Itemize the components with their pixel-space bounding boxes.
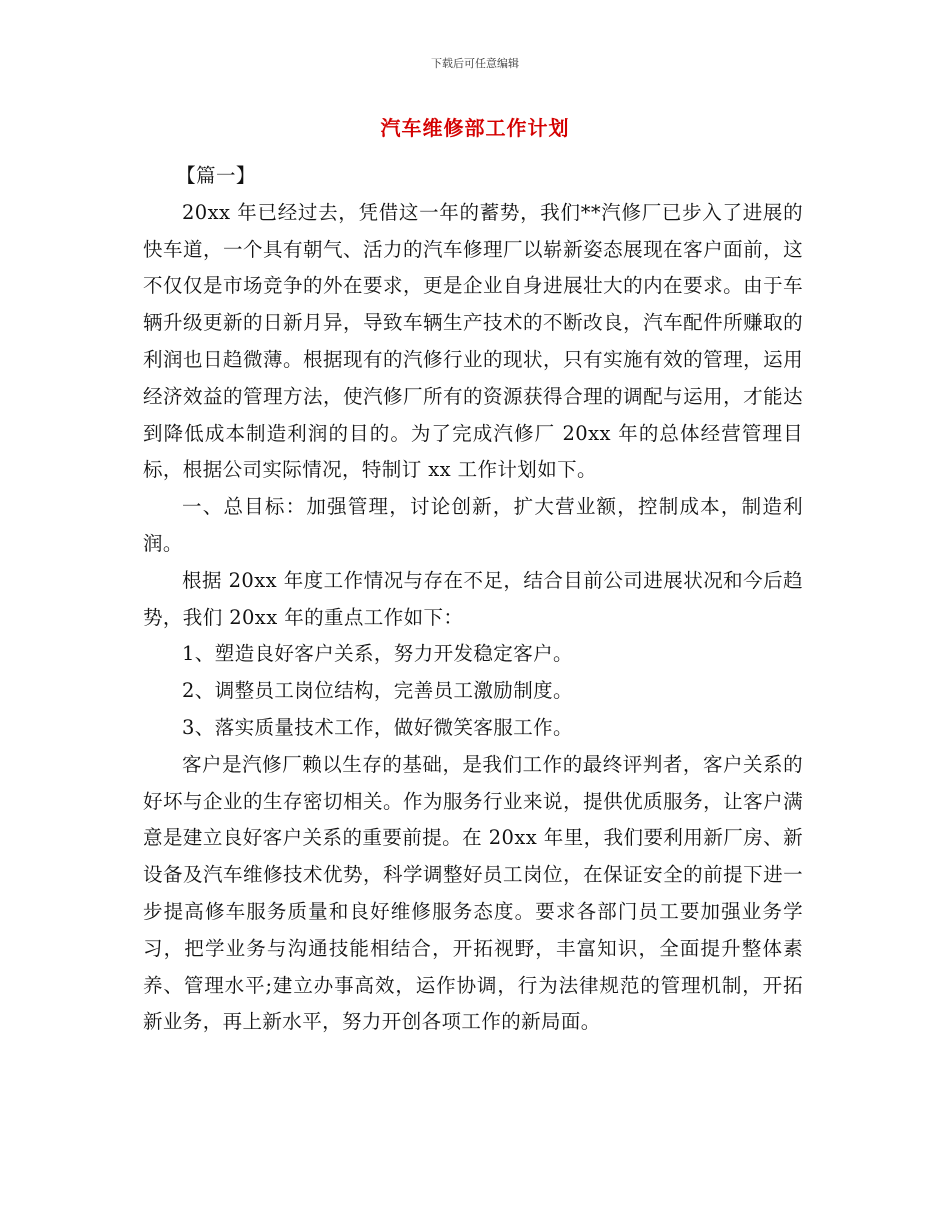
paragraph-intro: 20xx 年已经过去，凭借这一年的蓄势，我们**汽修厂已步入了进展的快车道，一个具有朝气、活力的汽车修理厂以崭新姿态展现在客户面前，这不仅仅是市场竞争的外在要求，更是企业自身进展壮大的内在要求。由于车辆升级更新的日新月异，导致车辆生产技术的不断改良，汽车配件所赚取的利润也日趋微薄。根据现有的汽修行业的现状，只有实施有效的管理，运用经济效益的管理方法，使汽修厂所有的资源获得合理的调配与运用，才能达到降低成本制造利润的目的。为了完成汽修厂 20xx 年的总体经营管理目标，根据公司实际情况，特制订 xx 工作计划如下。: [143, 200, 803, 482]
paragraph-key-work-intro: 根据 20xx 年度工作情况与存在不足，结合目前公司进展状况和今后趋势，我们 20xx 年的重点工作如下：: [143, 568, 803, 629]
section-label: 【篇一】: [176, 164, 256, 187]
list-item-2: 2、调整员工岗位结构，完善员工激励制度。: [182, 679, 573, 703]
list-item-1: 1、塑造良好客户关系，努力开发稳定客户。: [182, 642, 573, 666]
header-note: 下载后可任意编辑: [431, 57, 519, 70]
paragraph-general-goal: 一、总目标：加强管理，讨论创新，扩大营业额，控制成本，制造利润。: [143, 495, 803, 555]
document-body: [143, 158, 803, 1041]
document-title: 汽车维修部工作计划: [380, 116, 570, 140]
paragraph-customer-relations: 客户是汽修厂赖以生存的基础，是我们工作的最终评判者，客户关系的好坏与企业的生存密切相关。作为服务行业来说，提供优质服务，让客户满意是建立良好客户关系的重要前提。在 20xx 年里，我们要利用新厂房、新设备及汽车维修技术优势，科学调整好员工岗位，在保证安全的前提下进一步提高修车服务质量和良好维修服务态度。要求各部门员工要加强业务学习，把学业务与沟通技能相结合，开拓视野，丰富知识，全面提升整体素养、管理水平;建立办事高效，运作协调，行为法律规范的管理机制，开拓新业务，再上新水平，努力开创各项工作的新局面。: [143, 752, 803, 1034]
list-item-3: 3、落实质量技术工作，做好微笑客服工作。: [182, 715, 573, 739]
